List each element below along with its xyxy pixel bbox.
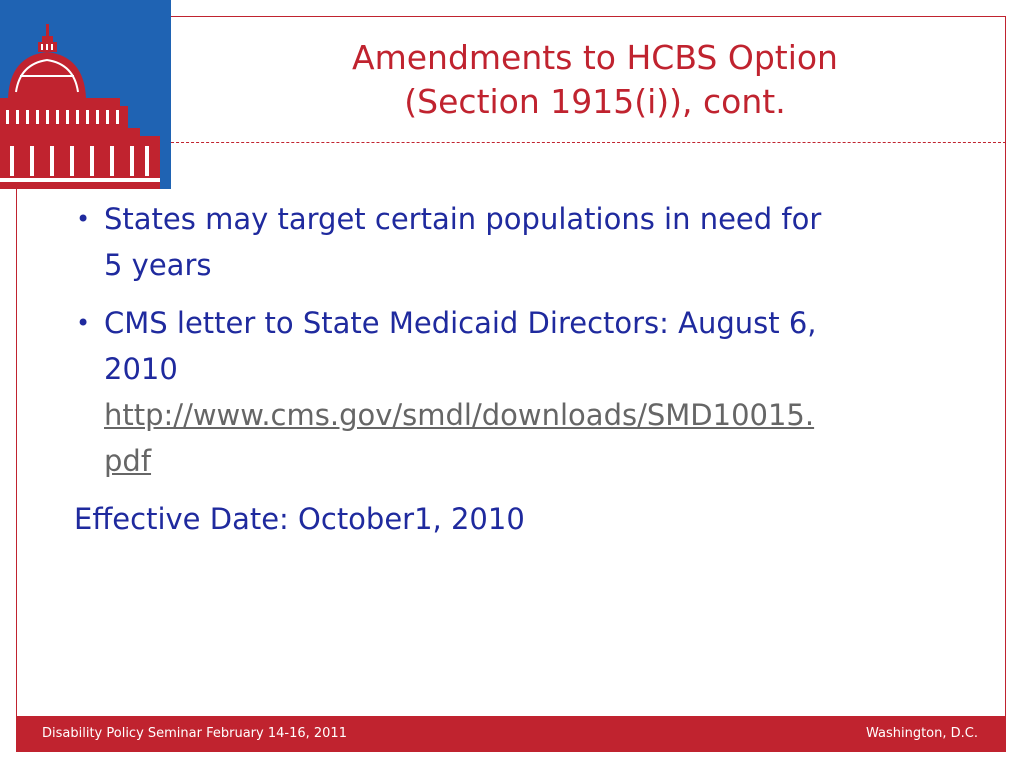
slide-title-line-1: Amendments to HCBS Option	[352, 38, 838, 77]
slide-title-line-2: (Section 1915(i)), cont.	[404, 82, 786, 121]
slide-title	[175, 36, 1015, 124]
bullet-item	[74, 196, 984, 288]
effective-date-text: Effective Date: October1, 2010	[74, 502, 525, 536]
footer-bar	[16, 716, 1006, 752]
bullet-text-line: States may target certain populations in need for	[104, 202, 822, 236]
bullet-text-line: 5 years	[104, 248, 212, 282]
slide-body	[74, 196, 984, 542]
title-divider	[171, 142, 1006, 143]
bullet-text-line: CMS letter to State Medicaid Directors: August 6,	[104, 306, 817, 340]
smd-letter-link-continued[interactable]: pdf	[104, 444, 152, 478]
bullet-dot-icon: •	[76, 205, 91, 233]
bullet-dot-icon: •	[76, 309, 91, 337]
bullet-item	[74, 300, 984, 484]
capitol-dome-icon	[0, 0, 171, 189]
bullet-text-line: 2010	[104, 352, 178, 386]
footer-location-text: Washington, D.C.	[865, 726, 978, 741]
smd-letter-link[interactable]: http://www.cms.gov/smdl/downloads/SMD10015.	[104, 398, 815, 432]
footer-event-text: Disability Policy Seminar February 14-16, 2011	[42, 726, 347, 741]
